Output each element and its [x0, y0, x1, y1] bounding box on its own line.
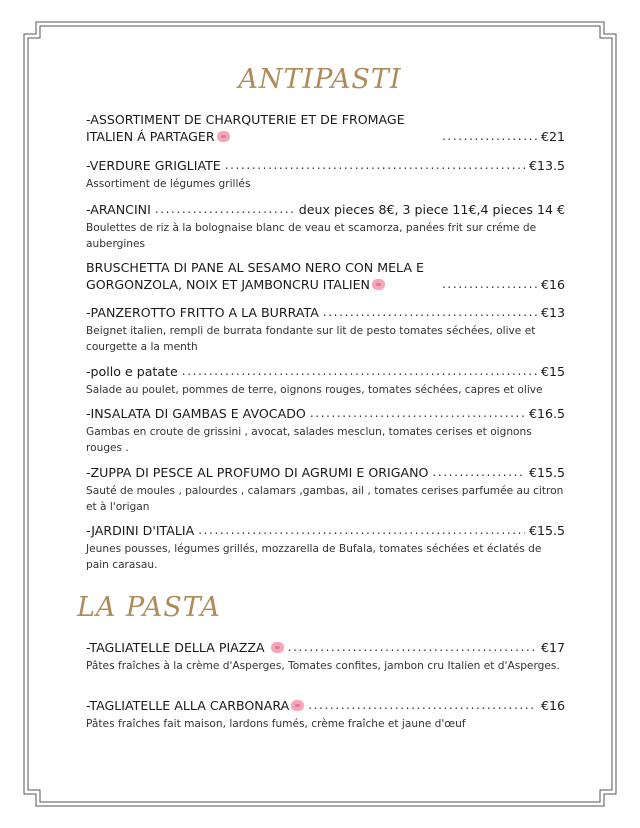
menu-item: [86, 157, 565, 192]
item-name: -TAGLIATELLE ALLA CARBONARA: [86, 697, 304, 714]
pig-face-icon: [271, 642, 284, 653]
item-name: -TAGLIATELLE DELLA PIAZZA: [86, 639, 284, 656]
menu-item: [86, 259, 565, 293]
item-description: Gambas en croute de grissini , avocat, salades mesclun, tomates cerises et oignons rouges .: [86, 426, 532, 454]
item-description: Boulettes de riz à la bolognaise blanc de veau et scamorza, panées frit sur créme de aubergines: [86, 222, 537, 250]
menu-item: [86, 405, 565, 456]
item-price: €15.5: [528, 523, 565, 538]
dot-leader: [442, 128, 537, 145]
item-name: -PANZEROTTO FRITTO A LA BURRATA: [86, 305, 319, 320]
section-title-pasta: LA PASTA: [77, 592, 221, 623]
item-price: €16.5: [528, 406, 565, 421]
item-description: Pâtes fraîches fait maison, lardons fumés, crème fraîche et jaune d'œuf: [86, 718, 466, 730]
item-price: €15: [540, 364, 565, 379]
menu-item: [86, 363, 565, 398]
item-price: €17: [540, 640, 565, 655]
item-name: -INSALATA DI GAMBAS E AVOCADO: [86, 406, 306, 421]
item-name: -ZUPPA DI PESCE AL PROFUMO DI AGRUMI E ORIGANO: [86, 465, 429, 480]
menu-item: [86, 201, 565, 252]
item-price: €13.5: [528, 158, 565, 173]
pig-face-icon: [372, 279, 385, 290]
menu-item: [86, 111, 565, 145]
section-title-antipasti: ANTIPASTI: [238, 64, 402, 95]
menu-item: [86, 304, 565, 355]
dot-leader: [432, 464, 525, 481]
item-description: Sauté de moules , palourdes , calamars ,gambas, ail , tomates cerises parfumée au citron et à l'origan: [86, 485, 564, 513]
dot-leader: [182, 363, 537, 380]
menu-item: [86, 697, 565, 732]
dot-leader: [225, 157, 525, 174]
item-description: Assortiment de légumes grillés: [86, 178, 251, 190]
dot-leader: [155, 201, 295, 218]
item-description: Beignet italien, rempli de burrata fondante sur lit de pesto tomates séchées, olive et courgette a la menth: [86, 325, 536, 353]
item-price: €13: [540, 305, 565, 320]
item-name: -VERDURE GRIGLIATE: [86, 158, 221, 173]
item-name: -ASSORTIMENT DE CHARQUTERIE ET DE FROMAGE ITALIEN Á PARTAGER: [86, 112, 405, 144]
item-price: €16: [540, 277, 565, 292]
dot-leader: [323, 304, 537, 321]
dot-leader: [308, 697, 537, 714]
item-name: -pollo e patate: [86, 364, 178, 379]
item-description: Jeunes pousses, légumes grillés, mozzarella de Bufala, tomates séchées et éclatés de pain carasau.: [86, 543, 542, 571]
menu-item: [86, 464, 565, 515]
item-name: -JARDINI D'ITALIA: [86, 523, 195, 538]
dot-leader: [442, 276, 537, 293]
item-price: €16: [540, 698, 565, 713]
pig-face-icon: [217, 131, 230, 142]
item-name: BRUSCHETTA DI PANE AL SESAMO NERO CON MELA E GORGONZOLA, NOIX ET JAMBONCRU ITALIEN: [86, 260, 424, 292]
dot-leader: [198, 522, 525, 539]
item-description: Pâtes fraîches à la crème d'Asperges, Tomates confites, jambon cru Italien et d'Asperges.: [86, 660, 560, 672]
dot-leader: [310, 405, 525, 422]
item-price: €15.5: [528, 465, 565, 480]
pig-face-icon: [291, 700, 304, 711]
menu-item: [86, 522, 565, 573]
item-price: deux pieces 8€, 3 piece 11€,4 pieces 14 €: [298, 202, 565, 217]
item-name: -ARANCINI: [86, 202, 151, 217]
item-price: €21: [540, 129, 565, 144]
dot-leader: [288, 639, 537, 656]
menu-item: [86, 639, 565, 674]
item-description: Salade au poulet, pommes de terre, oignons rouges, tomates séchées, capres et olive: [86, 384, 543, 396]
